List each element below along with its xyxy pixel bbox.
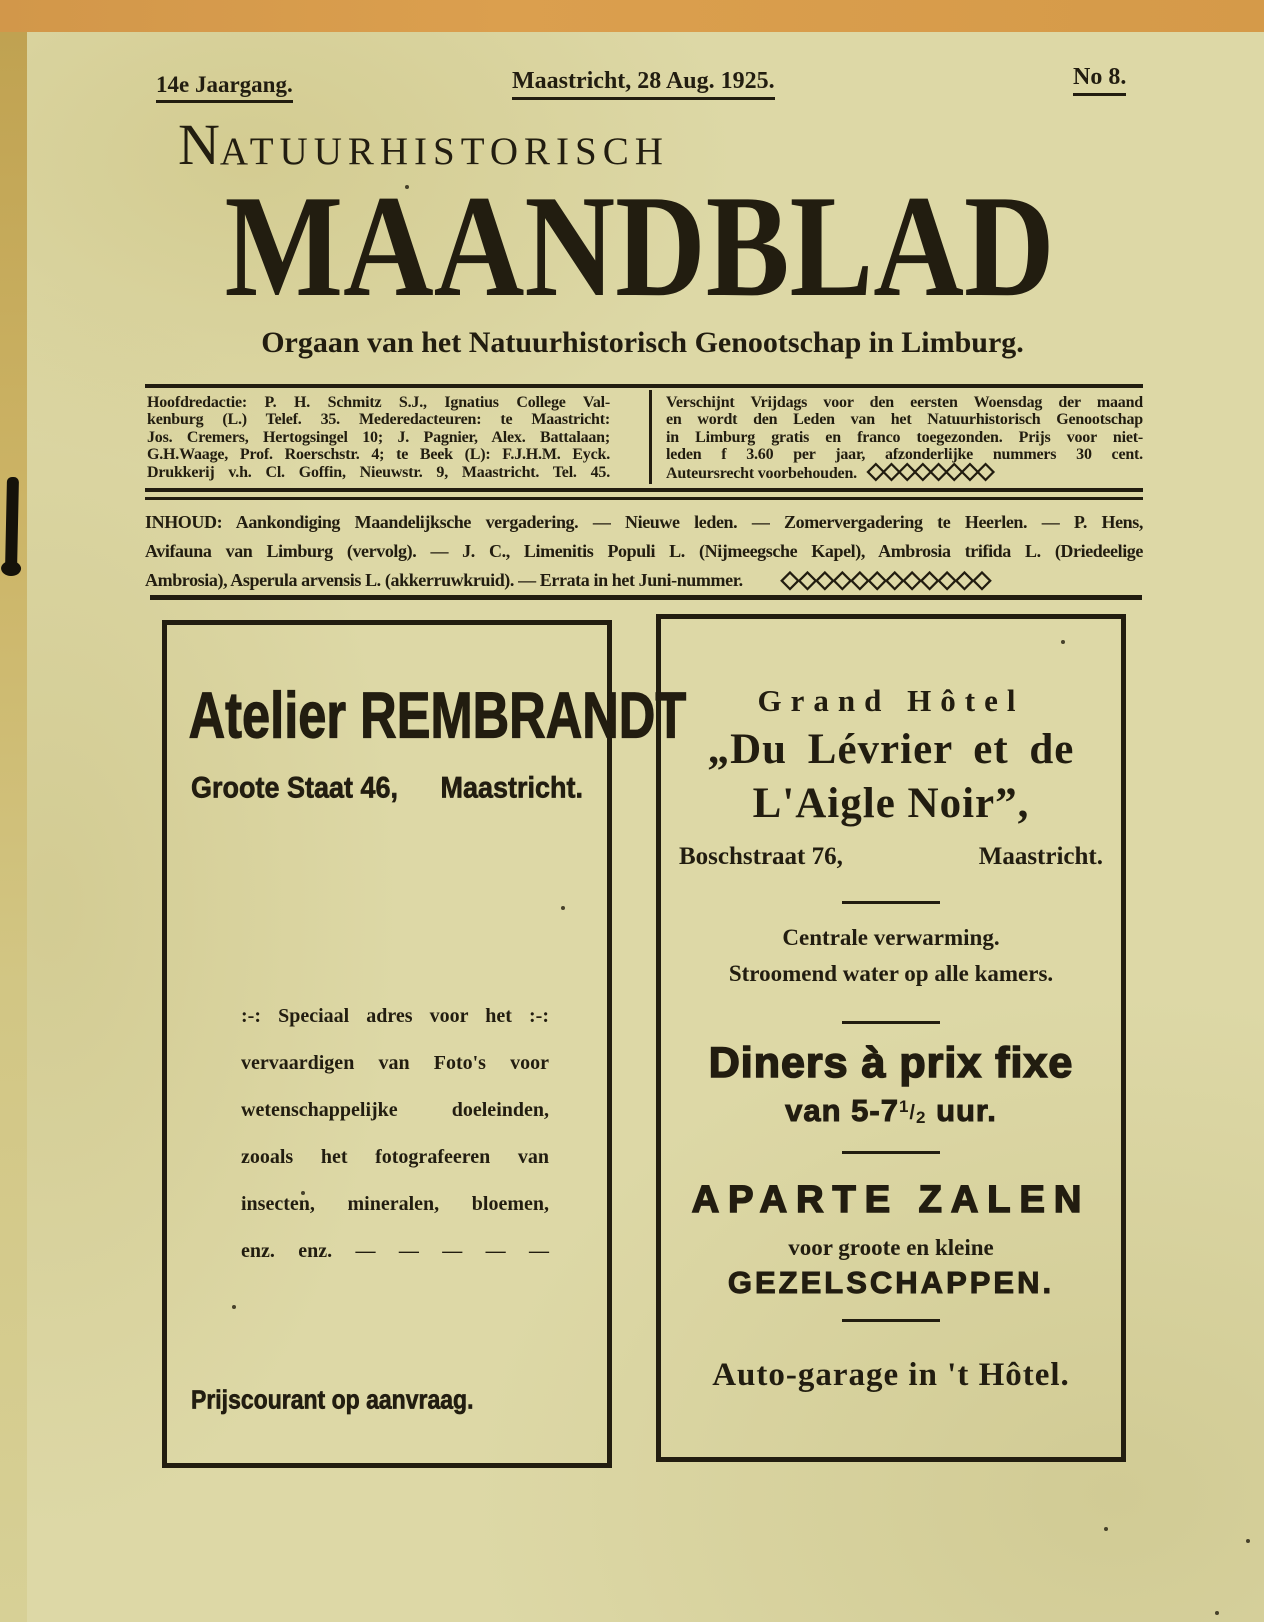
hotel-street: Boschstraat 76, (679, 843, 843, 870)
diners-hours-pre: van 5-7 (785, 1093, 899, 1128)
fraction-slash: / (909, 1102, 916, 1124)
atelier-street: Groote Staat 46, (191, 771, 399, 804)
atelier-body-line: :-: Speciaal adres voor het :-: (241, 1005, 549, 1027)
journal-name-rest: ATUURHISTORISCH (219, 130, 669, 173)
atelier-body-line: insecten, mineralen, bloemen, (241, 1193, 549, 1215)
journal-name-initial: N (178, 112, 220, 177)
editorial-line: Hoofdredactie: P. H. Schmitz S.J., Ignatius College Val- (147, 394, 610, 411)
atelier-body-line: enz. enz. — — — — — (241, 1240, 549, 1262)
editorial-right-column (666, 394, 1143, 482)
editorial-line: kenburg (L.) Telef. 35. Mederedacteuren: te Maastricht: (147, 411, 610, 429)
issue-number (1073, 64, 1126, 96)
editorial-line (666, 457, 1143, 483)
scan-margin-top (0, 0, 1264, 32)
atelier-name (167, 678, 687, 752)
hotel-feature-water: Stroomend water op alle kamers. (728, 961, 1054, 986)
hotel-garage-note: Auto-garage in 't Hôtel. (712, 1357, 1070, 1393)
atelier-body-text (241, 993, 549, 1275)
copyright-note: Auteursrecht voorbehouden. (666, 464, 857, 482)
hotel-feature-heating: Centrale verwarming. (782, 925, 1000, 950)
atelier-body-line: zooals het fotografeeren van (241, 1146, 549, 1168)
atelier-body-line: vervaardigen van Foto's voor (241, 1052, 549, 1074)
hotel-name-line2: „Du Lévrier et de (707, 726, 1075, 773)
atelier-footer-text: Prijscourant op aanvraag. (191, 1385, 474, 1415)
editorial-line: in Limburg gratis en franco toegezonden. Prijs voor niet- (666, 428, 1143, 446)
hotel-address (679, 843, 1103, 871)
hotel-name-line3: L'Aigle Noir”, (752, 780, 1030, 827)
diners-hours-post: uur. (936, 1093, 997, 1128)
hotel-name-line1: Grand Hôtel (757, 683, 1025, 718)
atelier-footer (191, 1385, 474, 1415)
advertisement-grand-hotel (656, 614, 1126, 1462)
short-divider-rule (842, 1021, 940, 1024)
advertisement-atelier-rembrandt (162, 620, 687, 1468)
editorial-line: Drukkerij v.h. Cl. Goffin, Nieuwstr. 9, Maastricht. Tel. 45. (147, 463, 610, 481)
editorial-left-column (147, 394, 610, 481)
diamond-ornament: ◇◇◇◇◇◇◇◇ (866, 457, 993, 483)
fraction-denominator: 2 (915, 1108, 927, 1127)
hotel-rooms-groups: GEZELSCHAPPEN. (727, 1265, 1055, 1300)
issue-number-text: No 8. (1073, 64, 1126, 96)
horizontal-rule-bottom (150, 595, 1142, 600)
hotel-city: Maastricht. (978, 843, 1103, 870)
scan-margin-left (0, 32, 27, 1622)
hotel-rooms-headline: APARTE ZALEN (691, 1179, 1091, 1221)
editorial-line: Jos. Cremers, Hertogsingel 10; J. Pagnier, Alex. Battalaan; (147, 428, 610, 446)
diamond-ornament: ◇◇◇◇◇◇◇◇◇◇◇◇ (780, 567, 991, 593)
dateline-text: Maastricht, 28 Aug. 1925. (512, 68, 775, 100)
short-divider-rule (842, 901, 940, 904)
short-divider-rule (842, 1151, 940, 1154)
horizontal-rule-double-lower (145, 497, 1143, 500)
editorial-line: leden f 3.60 per jaar, afzonderlijke nummers 30 cent. (666, 446, 1143, 464)
atelier-name-text: Atelier REMBRANDT (188, 678, 687, 752)
short-divider-rule (842, 1319, 940, 1322)
journal-title-text: MAANDBLAD (224, 165, 1056, 327)
contents-line-text: Ambrosia), Asperula arvensis L. (akkerruwkruid). — Errata in het Juni-nummer. (145, 570, 743, 590)
contents-line: INHOUD: Aankondiging Maandelijksche vergadering. — Nieuwe leden. — Zomervergadering te Heerlen. — P. Hens, (145, 512, 1143, 532)
editorial-line: G.H.Waage, Prof. Roerschstr. 4; te Beek (L): F.J.H.M. Eyck. (147, 446, 610, 464)
hotel-diners-hours (661, 1093, 1121, 1129)
fraction-numerator: 1 (898, 1097, 910, 1116)
hotel-rooms-subline: voor groote en kleine (788, 1235, 994, 1260)
atelier-body-line: wetenschappelijke doeleinden, (241, 1099, 549, 1121)
editorial-line: en wordt den Leden van het Natuurhistorisch Genootschap (666, 411, 1143, 429)
edition-text: 14e Jaargang. (156, 72, 293, 103)
atelier-address (191, 771, 583, 805)
atelier-city: Maastricht. (440, 771, 583, 804)
horizontal-rule-top (145, 384, 1143, 388)
contents-line (145, 566, 1143, 595)
table-of-contents (145, 508, 1143, 595)
column-divider (649, 390, 652, 484)
edition-label (156, 72, 293, 103)
contents-line: Avifauna van Limburg (vervolg). — J. C., Limenitis Populi L. (Nijmeegsche Kapel), Ambrosia trifida L. (Driedeelige (145, 541, 1143, 561)
ink-mark (5, 477, 19, 571)
dateline (512, 68, 775, 100)
editorial-line: Verschijnt Vrijdags voor den eersten Woensdag der maand (666, 394, 1143, 411)
journal-subtitle: Orgaan van het Natuurhistorisch Genootschap in Limburg. (261, 326, 1024, 359)
horizontal-rule-double-upper (145, 488, 1143, 492)
hotel-diners-headline: Diners à prix fixe (708, 1039, 1074, 1087)
paper-specks (0, 0, 2, 2)
